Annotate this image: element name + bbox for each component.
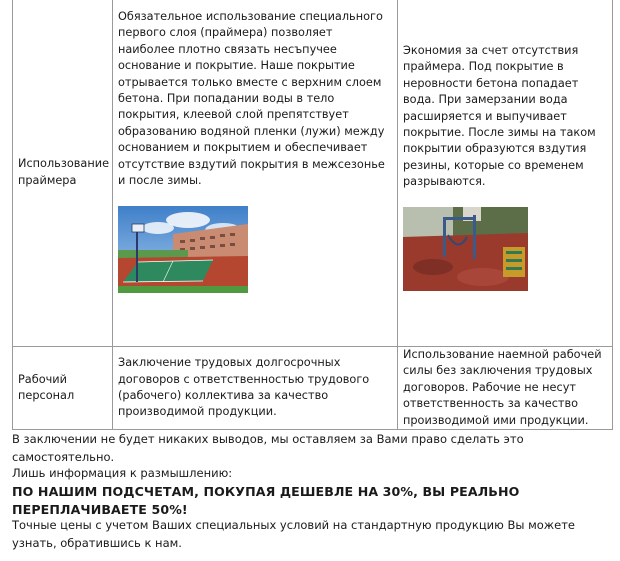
cell-our-primer — [113, 0, 398, 347]
comparison-table — [12, 0, 613, 430]
headline-text: ПО НАШИМ ПОДСЧЕТАМ, ПОКУПАЯ ДЕШЕВЛЕ НА 30%, ВЫ РЕАЛЬНО ПЕРЕПЛАЧИВАЕТЕ 50%! — [12, 484, 520, 517]
their-primer-text: Экономия за счет отсутствия праймера. Под покрытие в неровности бетона попадает вода. При замерзании вода расширяется и выпучивает покрытие. После зимы на таком покрытии образуются вздутия резины, которые со временем разрываются. — [403, 44, 596, 189]
playground-photo — [403, 207, 528, 291]
cell-our-staff: Заключение трудовых долгосрочных договоров с ответственностью трудового (рабочего) коллектива за качество производимой продукции. — [113, 347, 398, 430]
row-label-staff: Рабочий персонал — [13, 347, 113, 430]
cell-their-primer — [398, 0, 613, 347]
cell-their-staff: Использование наемной рабочей силы без заключения трудовых договоров. Рабочие не несут ответственность за качество производимой ими продукции. — [398, 347, 613, 430]
conclusion-text: В заключении не будет никаких выводов, мы оставляем за Вами право сделать это самостоятельно. — [12, 432, 524, 464]
stadium-photo — [118, 206, 248, 293]
contact-text: Точные цены с учетом Ваших специальных условий на стандартную продукцию Вы можете узнать, обратившись к нам. — [12, 518, 576, 550]
row-label-primer: Использование праймера — [13, 0, 113, 347]
table-row — [13, 347, 613, 430]
table-row — [13, 0, 613, 347]
food-for-thought-text: Лишь информация к размышлению: — [12, 466, 233, 480]
our-primer-text: Обязательное использование специального первого слоя (праймера) позволяет наиболее плотно связать несъпучее основание и покрытие. Наше покрытие отрывается только вместе с верхним слоем бетона. При попадании воды в тело покрытия, клеевой слой препятствует образованию водяной пленки (лужи) между основанием и покрытием и обеспечивает отсутствие вздутий покрытия в межсезонье и после зимы. — [118, 10, 385, 188]
